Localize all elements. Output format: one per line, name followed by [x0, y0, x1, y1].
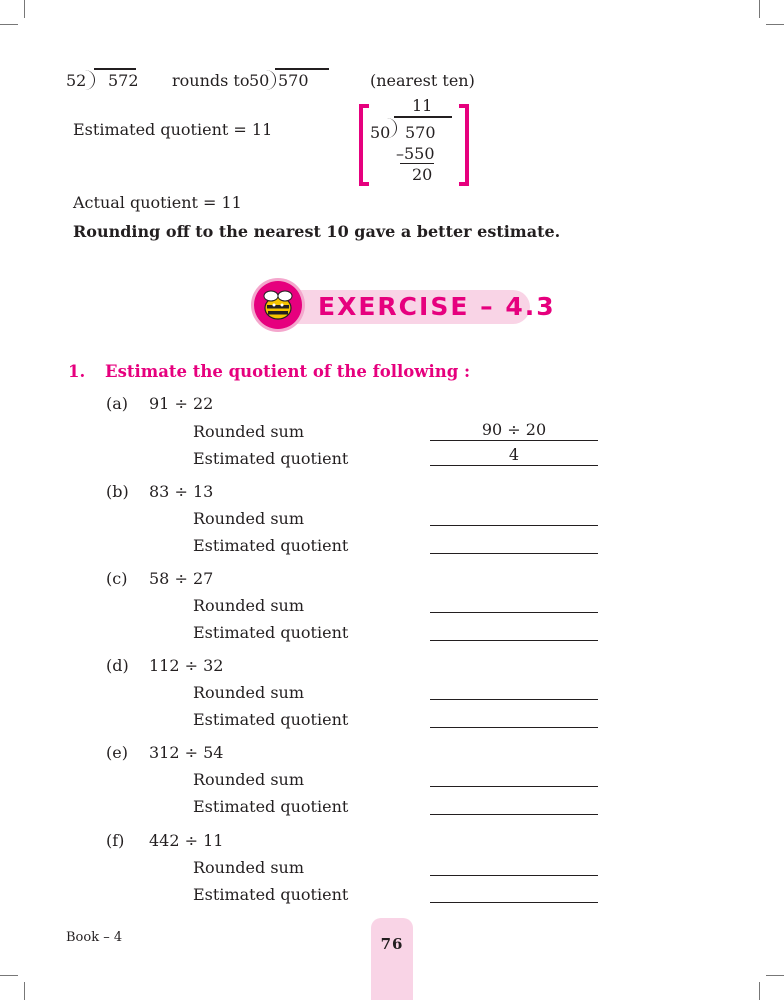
estimated-quotient-answer[interactable]	[430, 620, 598, 641]
divisor-rounded: 50	[249, 71, 270, 90]
division-bracket	[265, 70, 276, 90]
page-tab	[371, 918, 413, 1000]
estimated-quotient-answer[interactable]	[430, 794, 598, 815]
estimated-quotient-label: Estimated quotient	[193, 885, 349, 904]
rounded-sum-label: Rounded sum	[193, 596, 305, 615]
crop-mark	[24, 982, 25, 1000]
estimated-quotient-label: Estimated quotient	[193, 623, 349, 642]
rounded-sum-label: Rounded sum	[193, 683, 305, 702]
estimated-quotient-answer[interactable]	[430, 882, 598, 903]
rounded-sum-answer[interactable]	[430, 592, 598, 613]
book-label: Book – 4	[66, 930, 123, 945]
item-letter: (c)	[106, 569, 128, 588]
crop-mark	[766, 975, 784, 976]
actual-quotient-text: Actual quotient = 11	[73, 193, 242, 212]
crop-mark	[759, 982, 760, 1000]
item-expression: 58 ÷ 27	[149, 569, 214, 588]
conclusion-text: Rounding off to the nearest 10 gave a better estimate.	[73, 222, 561, 241]
division-bar	[94, 68, 136, 70]
item-expression: 112 ÷ 32	[149, 656, 224, 675]
rounds-to-text: rounds to	[172, 71, 250, 90]
nearest-ten-note: (nearest ten)	[370, 71, 475, 90]
subtraction-line	[400, 163, 434, 164]
question-number: 1.	[68, 362, 86, 381]
estimated-quotient-label: Estimated quotient	[193, 710, 349, 729]
rounded-sum-answer[interactable]	[430, 766, 598, 787]
item-expression: 83 ÷ 13	[149, 482, 214, 501]
work-subtract: –550	[396, 144, 435, 163]
item-letter: (e)	[106, 743, 128, 762]
division-bracket	[386, 118, 397, 138]
question-text: Estimate the quotient of the following :	[105, 362, 471, 381]
estimated-quotient-answer[interactable]	[430, 533, 598, 554]
estimated-quotient-answer[interactable]	[430, 707, 598, 728]
page-number: 76	[380, 935, 404, 953]
rounded-sum-label: Rounded sum	[193, 422, 305, 441]
item-letter: (f)	[106, 831, 125, 850]
left-bracket	[359, 104, 369, 186]
crop-mark	[759, 0, 760, 18]
estimated-quotient-answer[interactable]: 4	[430, 445, 598, 466]
estimated-quotient-text: Estimated quotient = 11	[73, 120, 273, 139]
item-expression: 442 ÷ 11	[149, 831, 224, 850]
rounded-sum-label: Rounded sum	[193, 509, 305, 528]
rounded-sum-label: Rounded sum	[193, 858, 305, 877]
rounded-sum-answer[interactable]	[430, 855, 598, 876]
item-letter: (b)	[106, 482, 129, 501]
divisor-original: 52	[66, 71, 87, 90]
rounded-sum-answer[interactable]	[430, 679, 598, 700]
rounded-sum-label: Rounded sum	[193, 770, 305, 789]
crop-mark	[766, 24, 784, 25]
rounded-sum-answer[interactable]	[430, 505, 598, 526]
crop-mark	[0, 24, 18, 25]
dividend-rounded: 570	[278, 71, 309, 90]
crop-mark	[24, 0, 25, 18]
work-quotient: 11	[412, 96, 433, 115]
item-letter: (d)	[106, 656, 129, 675]
rounded-sum-answer[interactable]: 90 ÷ 20	[430, 420, 598, 441]
item-expression: 91 ÷ 22	[149, 394, 214, 413]
division-bar	[394, 116, 452, 118]
estimated-quotient-label: Estimated quotient	[193, 536, 349, 555]
crop-mark	[0, 975, 18, 976]
item-expression: 312 ÷ 54	[149, 743, 224, 762]
estimated-quotient-label: Estimated quotient	[193, 797, 349, 816]
work-dividend: 570	[405, 123, 436, 142]
work-divisor: 50	[370, 123, 391, 142]
item-letter: (a)	[106, 394, 129, 413]
estimated-quotient-label: Estimated quotient	[193, 449, 349, 468]
right-bracket	[459, 104, 469, 186]
division-bar	[275, 68, 329, 70]
division-bracket	[84, 70, 95, 90]
dividend-original: 572	[108, 71, 139, 90]
exercise-title: EXERCISE – 4.3	[318, 292, 556, 321]
work-remainder: 20	[412, 165, 433, 184]
bee-mascot-icon	[254, 281, 302, 329]
